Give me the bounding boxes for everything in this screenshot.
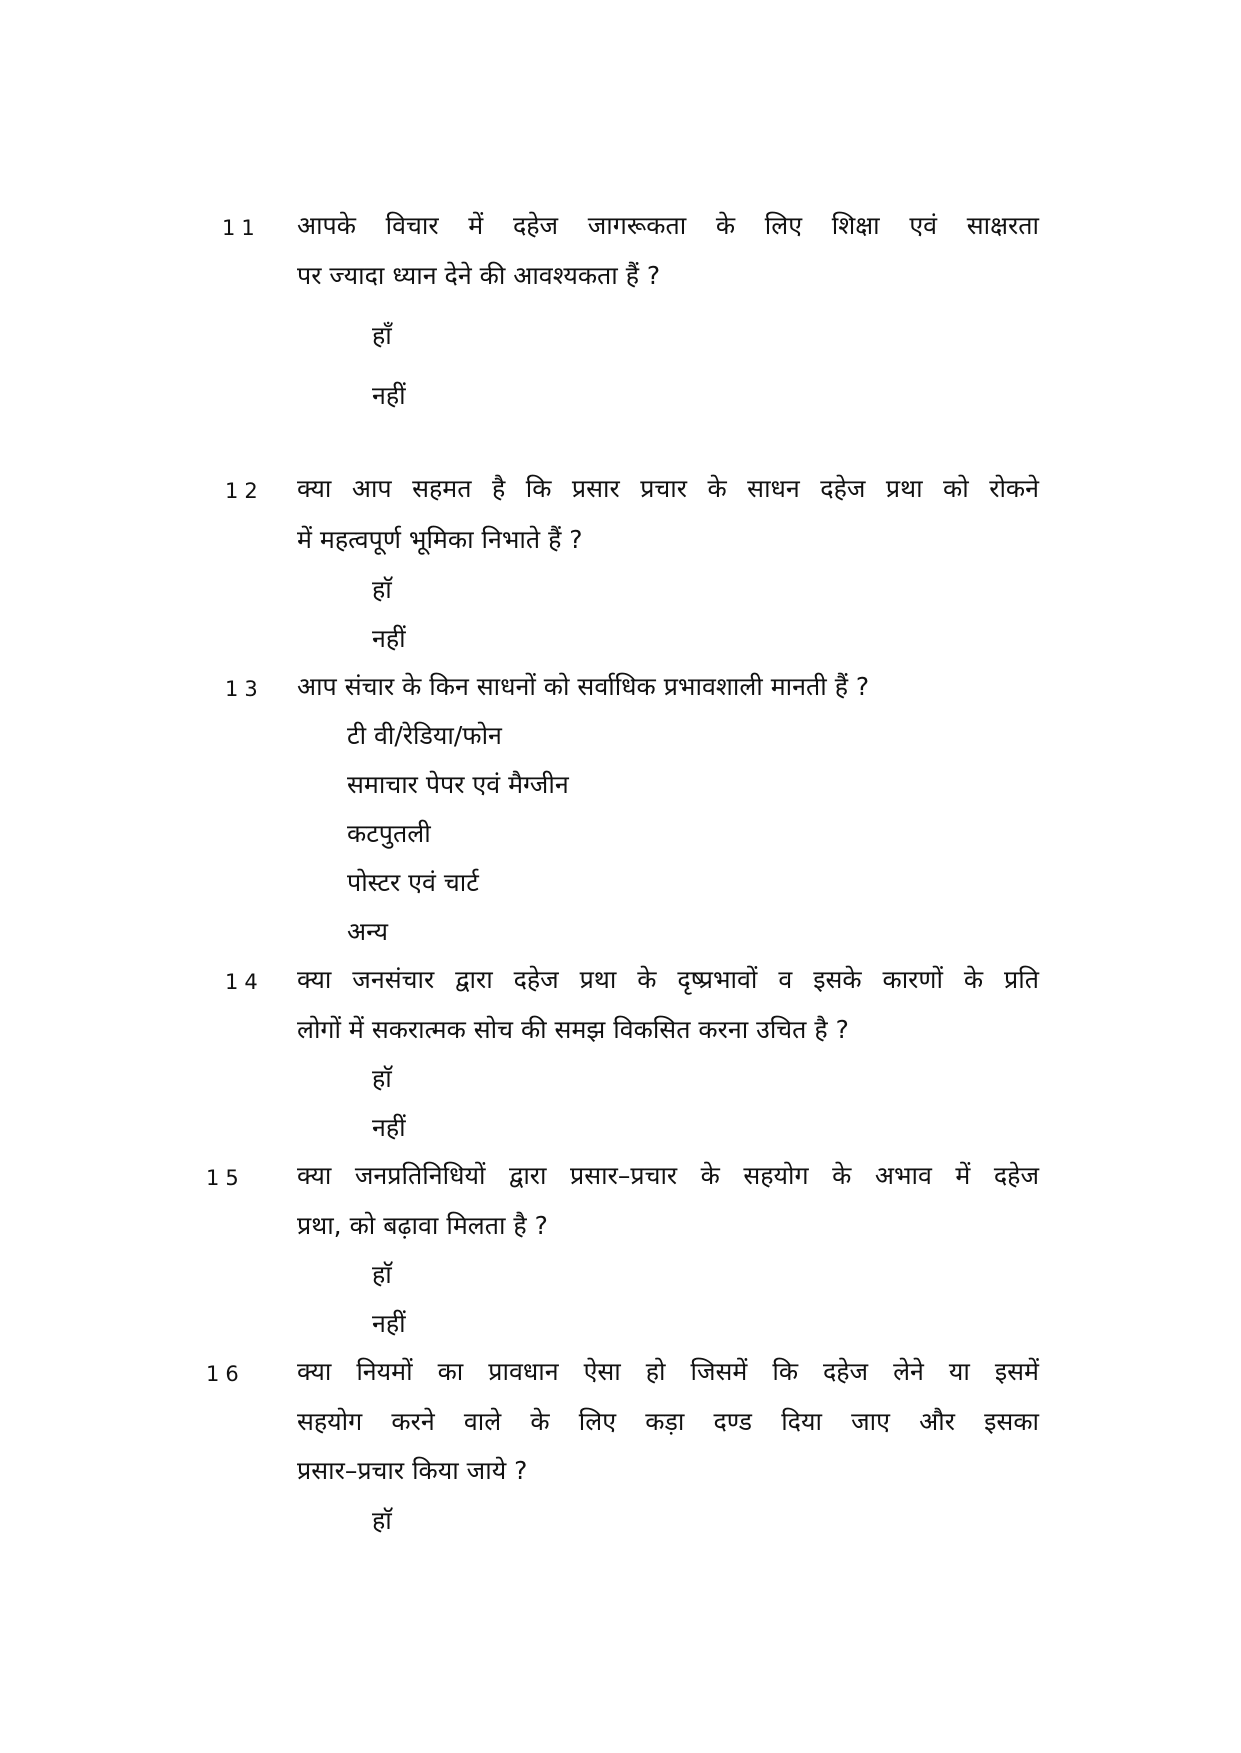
question-text-line: प्रसार–प्रचार किया जाये ?	[297, 1456, 528, 1485]
answer-option: अन्य	[347, 917, 388, 946]
question-text-line: लोगों में सकरात्मक सोच की समझ विकसित करना उचित है ?	[297, 1015, 849, 1044]
question-number: 15	[206, 1166, 245, 1190]
answer-option: हाॅ	[372, 1506, 392, 1535]
question-text-line: सहयोग करने वाले के लिए कड़ा दण्ड दिया जाए और इसका	[297, 1407, 1039, 1436]
answer-option: हाँ	[372, 321, 392, 350]
question-text-line: क्या जनसंचार द्वारा दहेज प्रथा के दृष्प्रभावों व इसके कारणों के प्रति	[297, 965, 1039, 994]
answer-option: हाॅ	[372, 1260, 392, 1289]
question-text-line: प्रथा, को बढ़ावा मिलता है ?	[297, 1211, 548, 1240]
question-text-line: आप संचार के किन साधनों को सर्वाधिक प्रभावशाली मानती हैं ?	[297, 672, 870, 701]
answer-option: हाॅ	[372, 1064, 392, 1093]
question-number: 14	[225, 970, 264, 994]
answer-option: नहीं	[372, 381, 406, 410]
question-text-line: क्या आप सहमत है कि प्रसार प्रचार के साधन दहेज प्रथा को रोकने	[297, 474, 1039, 503]
answer-option: नहीं	[372, 1113, 406, 1142]
answer-option: हाॅ	[372, 575, 392, 604]
answer-option: समाचार पेपर एवं मैग्जीन	[347, 770, 569, 799]
answer-option: कटपुतली	[347, 819, 431, 848]
question-number: 13	[225, 677, 264, 701]
answer-option: नहीं	[372, 1309, 406, 1338]
question-text-line: क्या नियमों का प्रावधान ऐसा हो जिसमें कि दहेज लेने या इसमें	[297, 1357, 1039, 1386]
answer-option: टी वी/रेडिया/फोन	[347, 721, 502, 750]
question-text-line: में महत्वपूर्ण भूमिका निभाते हैं ?	[297, 525, 583, 554]
answer-option: पोस्टर एवं चार्ट	[347, 868, 479, 897]
question-number: 11	[222, 216, 261, 240]
answer-option: नहीं	[372, 624, 406, 653]
question-number: 12	[225, 479, 264, 503]
question-text-line: क्या जनप्रतिनिधियों द्वारा प्रसार–प्रचार के सहयोग के अभाव में दहेज	[297, 1161, 1039, 1190]
question-text-line: आपके विचार में दहेज जागरूकता के लिए शिक्षा एवं साक्षरता	[297, 211, 1039, 240]
question-text-line: पर ज्यादा ध्यान देने की आवश्यकता हैं ?	[297, 261, 661, 290]
question-number: 16	[206, 1362, 245, 1386]
